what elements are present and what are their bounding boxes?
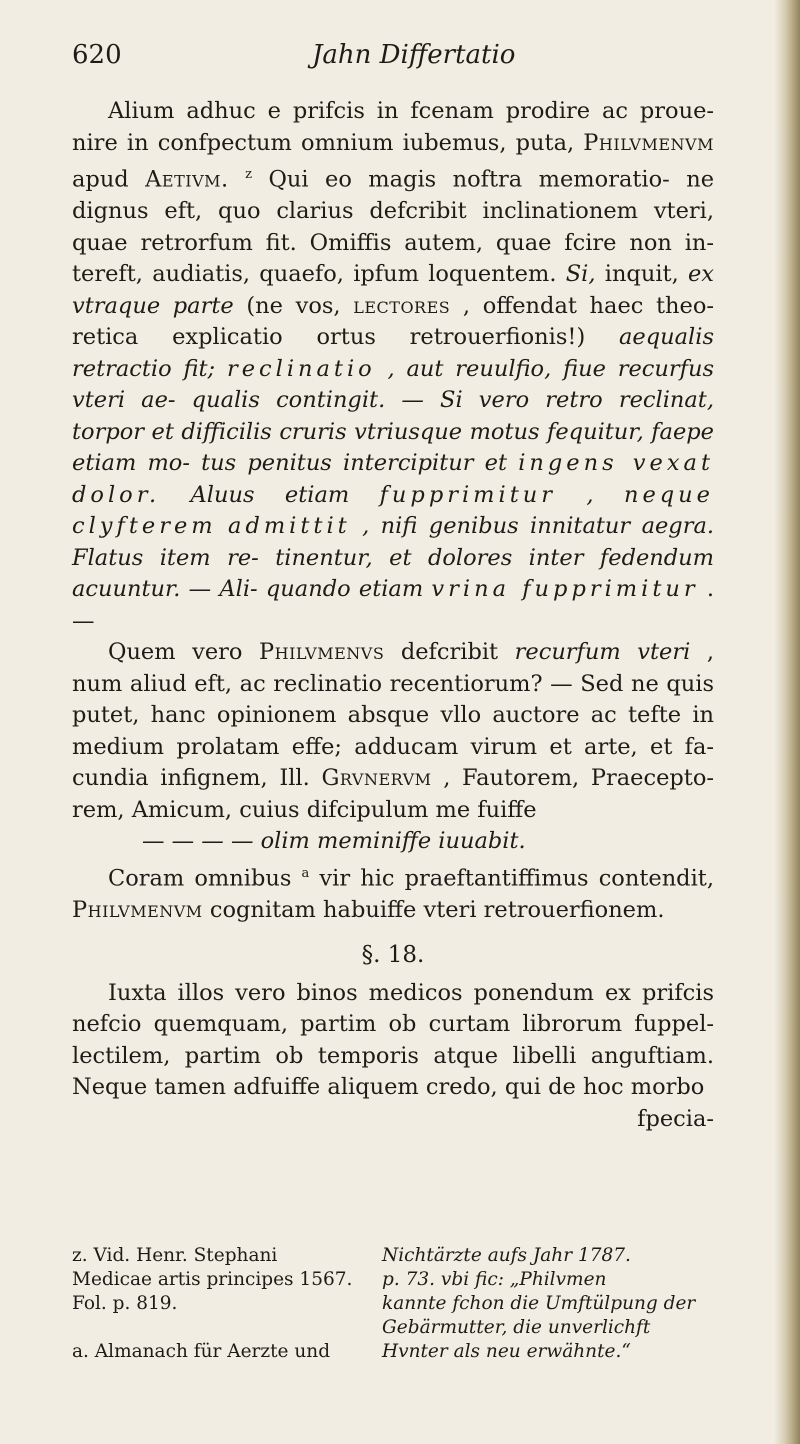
paragraph-2-text <box>72 637 714 826</box>
quotation-line: — — — — olim meminiffe iuuabit. <box>142 828 526 854</box>
text-run: tus penitus intercipitur et <box>201 450 519 476</box>
text-run: admittit <box>228 513 351 539</box>
text-run: qualis contingit. — Si vero retro reclinat, torpor et <box>72 387 714 445</box>
text-run: , Fautorem, Praecepto- <box>443 765 714 791</box>
text-run: vir hic praeftantiffimus contendit, <box>319 865 714 891</box>
text-run: aequalis retractio <box>72 324 714 382</box>
text-run: quis putet, hanc opinionem absque vllo auctore ac tefte <box>72 670 715 728</box>
footnote-line: p. 73. vbi fic: „Philvmen <box>382 1269 607 1290</box>
footnotes-left-column <box>72 1244 372 1364</box>
text-run: tinentur, et dolores inter fedendum acuuntur. — Ali- <box>72 544 715 602</box>
text-run: Alium adhuc e prifcis in fcenam prodire ac proue- <box>108 98 714 124</box>
footnote-line <box>72 1316 372 1340</box>
footnote-line: Medicae artis principes 1567. <box>72 1269 353 1290</box>
paragraph-3-text <box>72 858 714 927</box>
text-run: inquit, <box>604 261 679 287</box>
page-edge <box>774 0 800 1444</box>
text-run: num aliud eft, ac reclinatio recentiorum? — Sed ne <box>72 670 659 697</box>
paragraph-1 <box>72 96 714 637</box>
footnote-line: Gebärmutter, die unverlichft <box>382 1317 651 1338</box>
paragraph-2 <box>72 637 714 826</box>
text-run: , <box>706 639 714 665</box>
text-run: defcribit <box>400 639 515 665</box>
footnote-line: Fol. p. 819. <box>72 1293 178 1314</box>
text-run: tereft, audiatis, quaefo, ipfum loquentem. <box>72 261 566 287</box>
text-run: Philvmenvm <box>72 896 203 923</box>
text-run: cundia infignem, Ill. <box>72 765 322 791</box>
text-run: ne dignus eft, quo clarius defcribit inclinationem vteri, <box>72 166 715 224</box>
paragraph-4: Iuxta illos vero binos medicos ponendum ex prifcis nefcio quemquam, partim ob curtam librorum fuppel-lectilem, partim ob temporis atque libelli anguftiam. Neque tamen adfuiffe aliquem credo, qui de hoc morbo <box>72 979 714 1100</box>
text-run: a <box>301 865 310 881</box>
text-run: , offendat haec theo- <box>462 292 715 319</box>
text-run: . — <box>72 576 715 634</box>
footnote-line: kannte fchon die Umftülpung der <box>382 1293 696 1314</box>
text-run: difficilis cruris vtriusque motus fequitur, faepe etiam mo- <box>72 418 714 476</box>
footnotes-right-column <box>382 1244 727 1364</box>
text-run: Qui eo magis noftra memoratio- <box>268 166 670 193</box>
text-run: Aetivm. <box>145 166 229 193</box>
text-run: ingens vexat dolor. <box>72 450 714 508</box>
text-run: quae retrorfum fit. Omiffis autem, quae fcire non in- <box>72 229 714 256</box>
text-run: , aut reuulfio, fiue recurfus vteri ae- <box>72 355 714 413</box>
text-run: vrina fupprimitur <box>431 576 699 602</box>
running-title: Jahn Differtatio <box>312 40 516 70</box>
footnote-line: Nichtärzte aufs Jahr 1787. <box>382 1245 631 1266</box>
text-run: Si, <box>565 261 596 287</box>
text-run: in medium prolatam effe; adducam virum et arte, et fa- <box>72 702 714 760</box>
section-heading: §. 18. <box>361 942 425 968</box>
text-run: Quem vero <box>108 639 260 665</box>
body-text <box>72 96 714 1135</box>
paragraph-1-text <box>72 96 714 637</box>
text-run: quando etiam <box>265 576 432 602</box>
text-run: etiam <box>284 481 380 508</box>
text-run: , nifi genibus innitatur aegra. Flatus item re- <box>72 513 715 571</box>
text-run: Aluus <box>190 481 255 508</box>
page-number: 620 <box>72 40 122 70</box>
page-header <box>72 40 712 90</box>
footnote-line: Hvnter als neu erwähnte.“ <box>382 1341 631 1362</box>
text-run: , <box>586 481 624 508</box>
paragraph-3 <box>72 858 714 927</box>
text-run: retica explicatio ortus retrouerfionis!) <box>72 324 620 350</box>
text-run: ex vtraque parte <box>72 261 714 319</box>
footnote-line: a. Almanach für Aerzte und <box>72 1341 331 1362</box>
text-run: z <box>245 167 252 182</box>
text-run: reclinatio <box>226 355 376 382</box>
catchword: fpecia- <box>637 1105 714 1132</box>
text-run: Coram omnibus <box>108 865 292 891</box>
text-run: rem, Amicum, cuius difcipulum me fuiffe <box>72 796 537 823</box>
text-run: lectores <box>353 292 451 319</box>
text-run: neque clyfterem <box>72 481 714 539</box>
text-run: Philvmenvm <box>583 129 714 156</box>
text-run: (ne vos, <box>246 292 354 319</box>
text-run: Grvnervm <box>321 765 432 791</box>
text-run: Philvmenvs <box>259 639 385 665</box>
text-run: nire in confpectum omnium iubemus, puta, <box>72 129 584 156</box>
text-run: fit; <box>183 355 227 382</box>
text-run: fupprimitur <box>379 481 557 508</box>
footnote-line: z. Vid. Henr. Stephani <box>72 1245 278 1266</box>
text-run: recurfum vteri <box>514 639 691 665</box>
text-run: cognitam habuiffe vteri retrouerfionem. <box>209 896 665 923</box>
text-run: apud <box>72 166 146 193</box>
